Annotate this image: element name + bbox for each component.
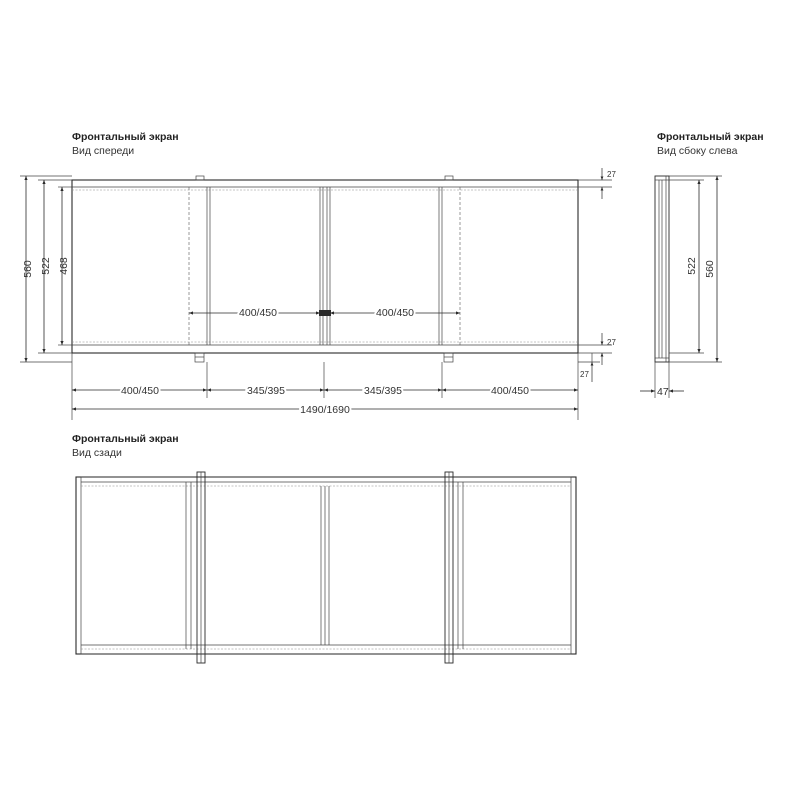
dim-top-gap: 27	[607, 170, 616, 179]
side-dim-height-522: 522	[686, 257, 698, 275]
side-panel-profile	[655, 176, 669, 362]
dim-segment-2: 345/395	[247, 385, 285, 397]
dim-bottom-gap: 27	[607, 338, 616, 347]
front-bottom-dimensions	[72, 353, 578, 420]
front-view	[20, 131, 616, 420]
side-dimensions	[640, 176, 722, 398]
side-view-title: Фронтальный экран	[657, 131, 764, 143]
front-view-subtitle: Вид спереди	[72, 145, 135, 157]
front-left-dimensions	[20, 176, 72, 362]
side-dim-depth: 47	[657, 386, 669, 398]
dim-segment-3: 345/395	[364, 385, 402, 397]
dim-height-468: 468	[58, 257, 70, 275]
dim-inner-left: 400/450	[239, 307, 277, 319]
side-view-subtitle: Вид сбоку слева	[657, 145, 738, 157]
dim-segment-1: 400/450	[121, 385, 159, 397]
dim-segment-4: 400/450	[491, 385, 529, 397]
back-view-subtitle: Вид сзади	[72, 447, 122, 459]
back-view-title: Фронтальный экран	[72, 433, 179, 445]
dim-overall-width: 1490/1690	[300, 404, 350, 416]
side-view	[640, 131, 764, 398]
front-view-title: Фронтальный экран	[72, 131, 179, 143]
front-inner-dimensions	[189, 307, 460, 319]
front-panel-frame	[72, 176, 578, 362]
front-right-gap-dimensions	[578, 168, 616, 382]
dim-inner-right: 400/450	[376, 307, 414, 319]
dim-foot-gap: 27	[580, 370, 589, 379]
dim-height-560: 560	[22, 260, 34, 278]
side-dim-height-560: 560	[704, 260, 716, 278]
back-panel-frame	[76, 472, 576, 663]
back-view	[72, 433, 576, 663]
dim-height-522: 522	[40, 257, 52, 275]
